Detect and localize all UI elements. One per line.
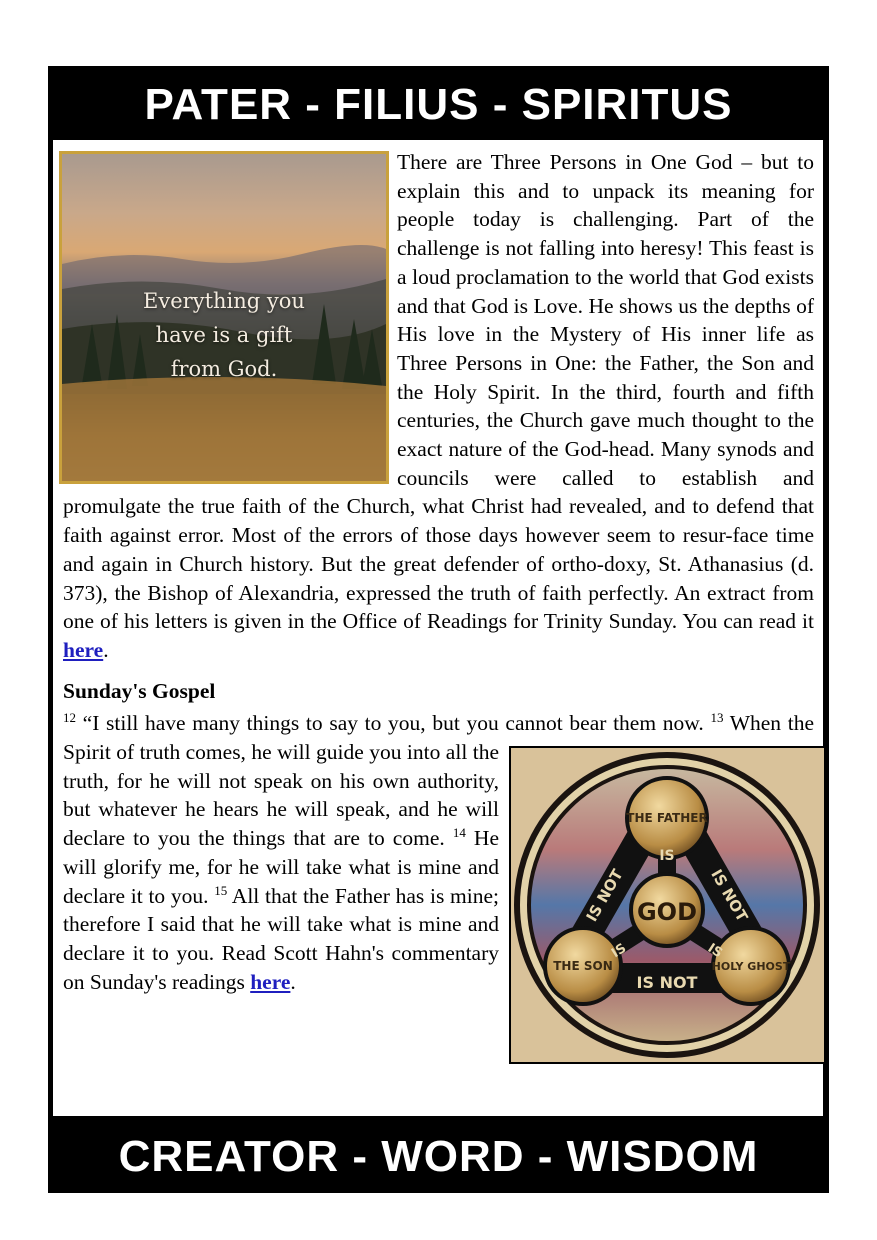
article-body <box>63 148 814 1064</box>
is-left-label: IS <box>609 940 630 962</box>
is-not-right-label: IS NOT <box>707 866 752 925</box>
god-label: GOD <box>636 898 698 927</box>
is-not-label: IS NOT <box>636 973 698 993</box>
intro-text: There are Three Persons in One God – but to explain this and to unpack its meaning for people today is challenging. Part of the challenge is not falling into heresy! This feast is a loud proclamation to the world that God exists and that God is Love. He shows us the depths of His love in the Mystery of His inner life as Three Persons in One: the Father, the Son and the Holy Spirit. In the third, fourth and fifth centuries, the Church gave much thought to the exact nature of the God-head. Many synods and councils were called to establish and promulgate the true faith of the Church, what Christ had revealed, and to defend that faith against error. Most of the errors of those days however seem to resur-face time and again in Church history. But the great defender of ortho-doxy, St. Athanasius (d. 373), the Bishop of Alexandria, expressed the truth of faith perfectly. An extract from one of his letters is given in the Office of Readings for Trinity Sunday. You can read it <box>63 150 814 634</box>
trinity-stained-glass-image <box>509 746 826 1064</box>
father-label: THE FATHER <box>626 811 708 826</box>
scott-hahn-commentary-link[interactable]: here <box>250 969 291 994</box>
gospel-heading: Sunday's Gospel <box>63 678 216 703</box>
gospel-end: . <box>290 969 296 994</box>
son-label: THE SON <box>553 959 613 974</box>
intro-end: . <box>103 637 109 662</box>
content-area <box>53 140 823 1116</box>
page-footer-title: CREATOR - WORD - WISDOM <box>118 1132 759 1181</box>
is-label: IS <box>659 848 675 865</box>
caption-line: Everything you <box>143 289 305 313</box>
is-not-left-label: IS NOT <box>582 866 627 925</box>
mountain-landscape-image <box>59 151 389 484</box>
is-right-label: IS <box>704 940 725 962</box>
verse-text: He will glorify me, for he will take what is mine and declare it to you. <box>63 826 500 908</box>
page-title: PATER - FILIUS - SPIRITUS <box>144 80 733 129</box>
caption-line: from God. <box>170 357 278 381</box>
athanasius-letter-link[interactable]: here <box>63 637 104 662</box>
verse-number: 12 <box>63 710 76 726</box>
image-caption <box>62 284 386 386</box>
gospel-paragraph <box>63 709 814 996</box>
caption-line: have is a gift <box>155 323 293 347</box>
trinity-shield-drawing <box>511 748 824 1062</box>
verse-number: 15 <box>214 882 228 898</box>
verse-text: All that the Father has is mine; therefore I said that he will take what is mine and declare it to you. Read Scott Hahn's commentary on Sunday's readings <box>63 883 499 994</box>
page-frame <box>48 66 829 1193</box>
verse-text: When the Spirit of truth comes, he will guide you into all the truth, for he will not speak on his own authority, but whatever he hears he will speak, and he will declare to you the things that are to come. <box>63 711 814 851</box>
holy-ghost-label: HOLY GHOST <box>711 960 791 974</box>
verse-number: 14 <box>452 825 466 841</box>
verse-text: “I still have many things to say to you, but you cannot bear them now. <box>76 711 711 736</box>
verse-number: 13 <box>710 710 724 726</box>
